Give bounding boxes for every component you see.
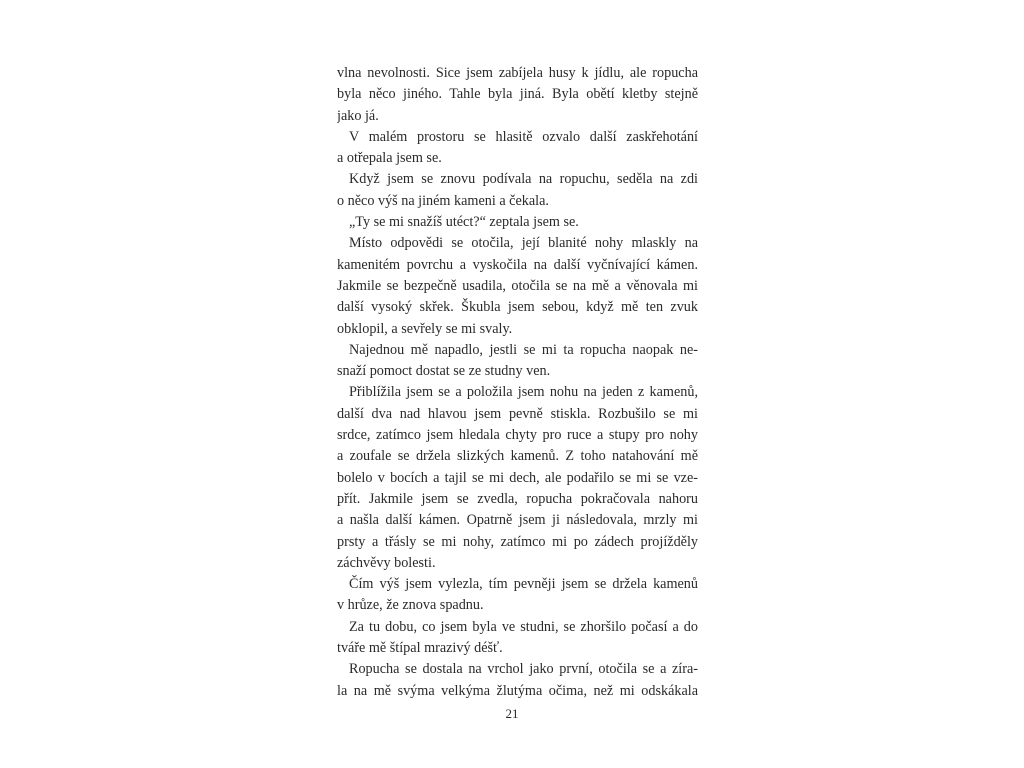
text-line: a otřepala jsem se.: [337, 150, 442, 167]
text-line: jako já.: [337, 107, 379, 124]
text-line: o něco výš na jiném kameni a čekala.: [337, 192, 549, 209]
text-line: byla něco jiného. Tahle byla jiná. Byla obětí kletby stejně: [337, 86, 698, 103]
text-line: bolelo v bocích a tajil se mi dech, ale podařilo se mi se vze-: [337, 469, 698, 486]
text-line: Ropucha se dostala na vrchol jako první, otočila se a zíra-: [349, 661, 698, 678]
text-line: záchvěvy bolesti.: [337, 554, 436, 571]
text-line: obklopil, a sevřely se mi svaly.: [337, 320, 513, 337]
text-line: Jakmile se bezpečně usadila, otočila se na mě a věnovala mi: [337, 277, 698, 294]
text-line: tváře mě štípal mrazivý déšť.: [337, 640, 503, 657]
text-line: V malém prostoru se hlasitě ozvalo další zaskřehotání: [349, 128, 698, 145]
text-line: další vysoký skřek. Škubla jsem sebou, když mě ten zvuk: [337, 299, 698, 316]
page-number: 21: [505, 706, 519, 721]
text-line: a zoufale se držela slizkých kamenů. Z toho natahování mě: [337, 448, 698, 465]
text-line: Přiblížila jsem se a položila jsem nohu na jeden z kamenů,: [349, 384, 698, 401]
text-line: přít. Jakmile jsem se zvedla, ropucha pokračovala nahoru: [337, 490, 698, 507]
body-text: [337, 63, 698, 702]
text-line: další dva nad hlavou jsem pevně stiskla. Rozbušilo se mi: [337, 405, 698, 422]
text-line: Místo odpovědi se otočila, její blanité nohy mlaskly na: [349, 235, 698, 252]
text-line: prsty a třásly se mi nohy, zatímco mi po zádech projížděly: [337, 533, 698, 550]
text-line: a našla další kámen. Opatrně jsem ji následovala, mrzly mi: [337, 512, 698, 529]
text-line: la na mě svýma velkýma žlutýma očima, než mi odskákala: [337, 682, 698, 699]
text-line: Čím výš jsem vylezla, tím pevněji jsem se držela kamenů: [349, 576, 698, 593]
text-line: Když jsem se znovu podívala na ropuchu, seděla na zdi: [349, 171, 698, 188]
text-line: Za tu dobu, co jsem byla ve studni, se zhoršilo počasí a do: [349, 618, 698, 635]
text-line: vlna nevolnosti. Sice jsem zabíjela husy k jídlu, ale ropucha: [337, 65, 698, 81]
text-line: srdce, zatímco jsem hledala chyty pro ruce a stupy pro nohy: [337, 427, 698, 444]
text-line: kamenitém povrchu a vyskočila na další vyčnívající kámen.: [337, 256, 698, 273]
text-line: Najednou mě napadlo, jestli se mi ta ropucha naopak ne-: [349, 341, 698, 358]
text-line: v hrůze, že znova spadnu.: [337, 597, 484, 614]
text-line: snaží pomoct dostat se ze studny ven.: [337, 363, 551, 380]
text-line: „Ty se mi snažíš utéct?“ zeptala jsem se.: [349, 214, 579, 231]
